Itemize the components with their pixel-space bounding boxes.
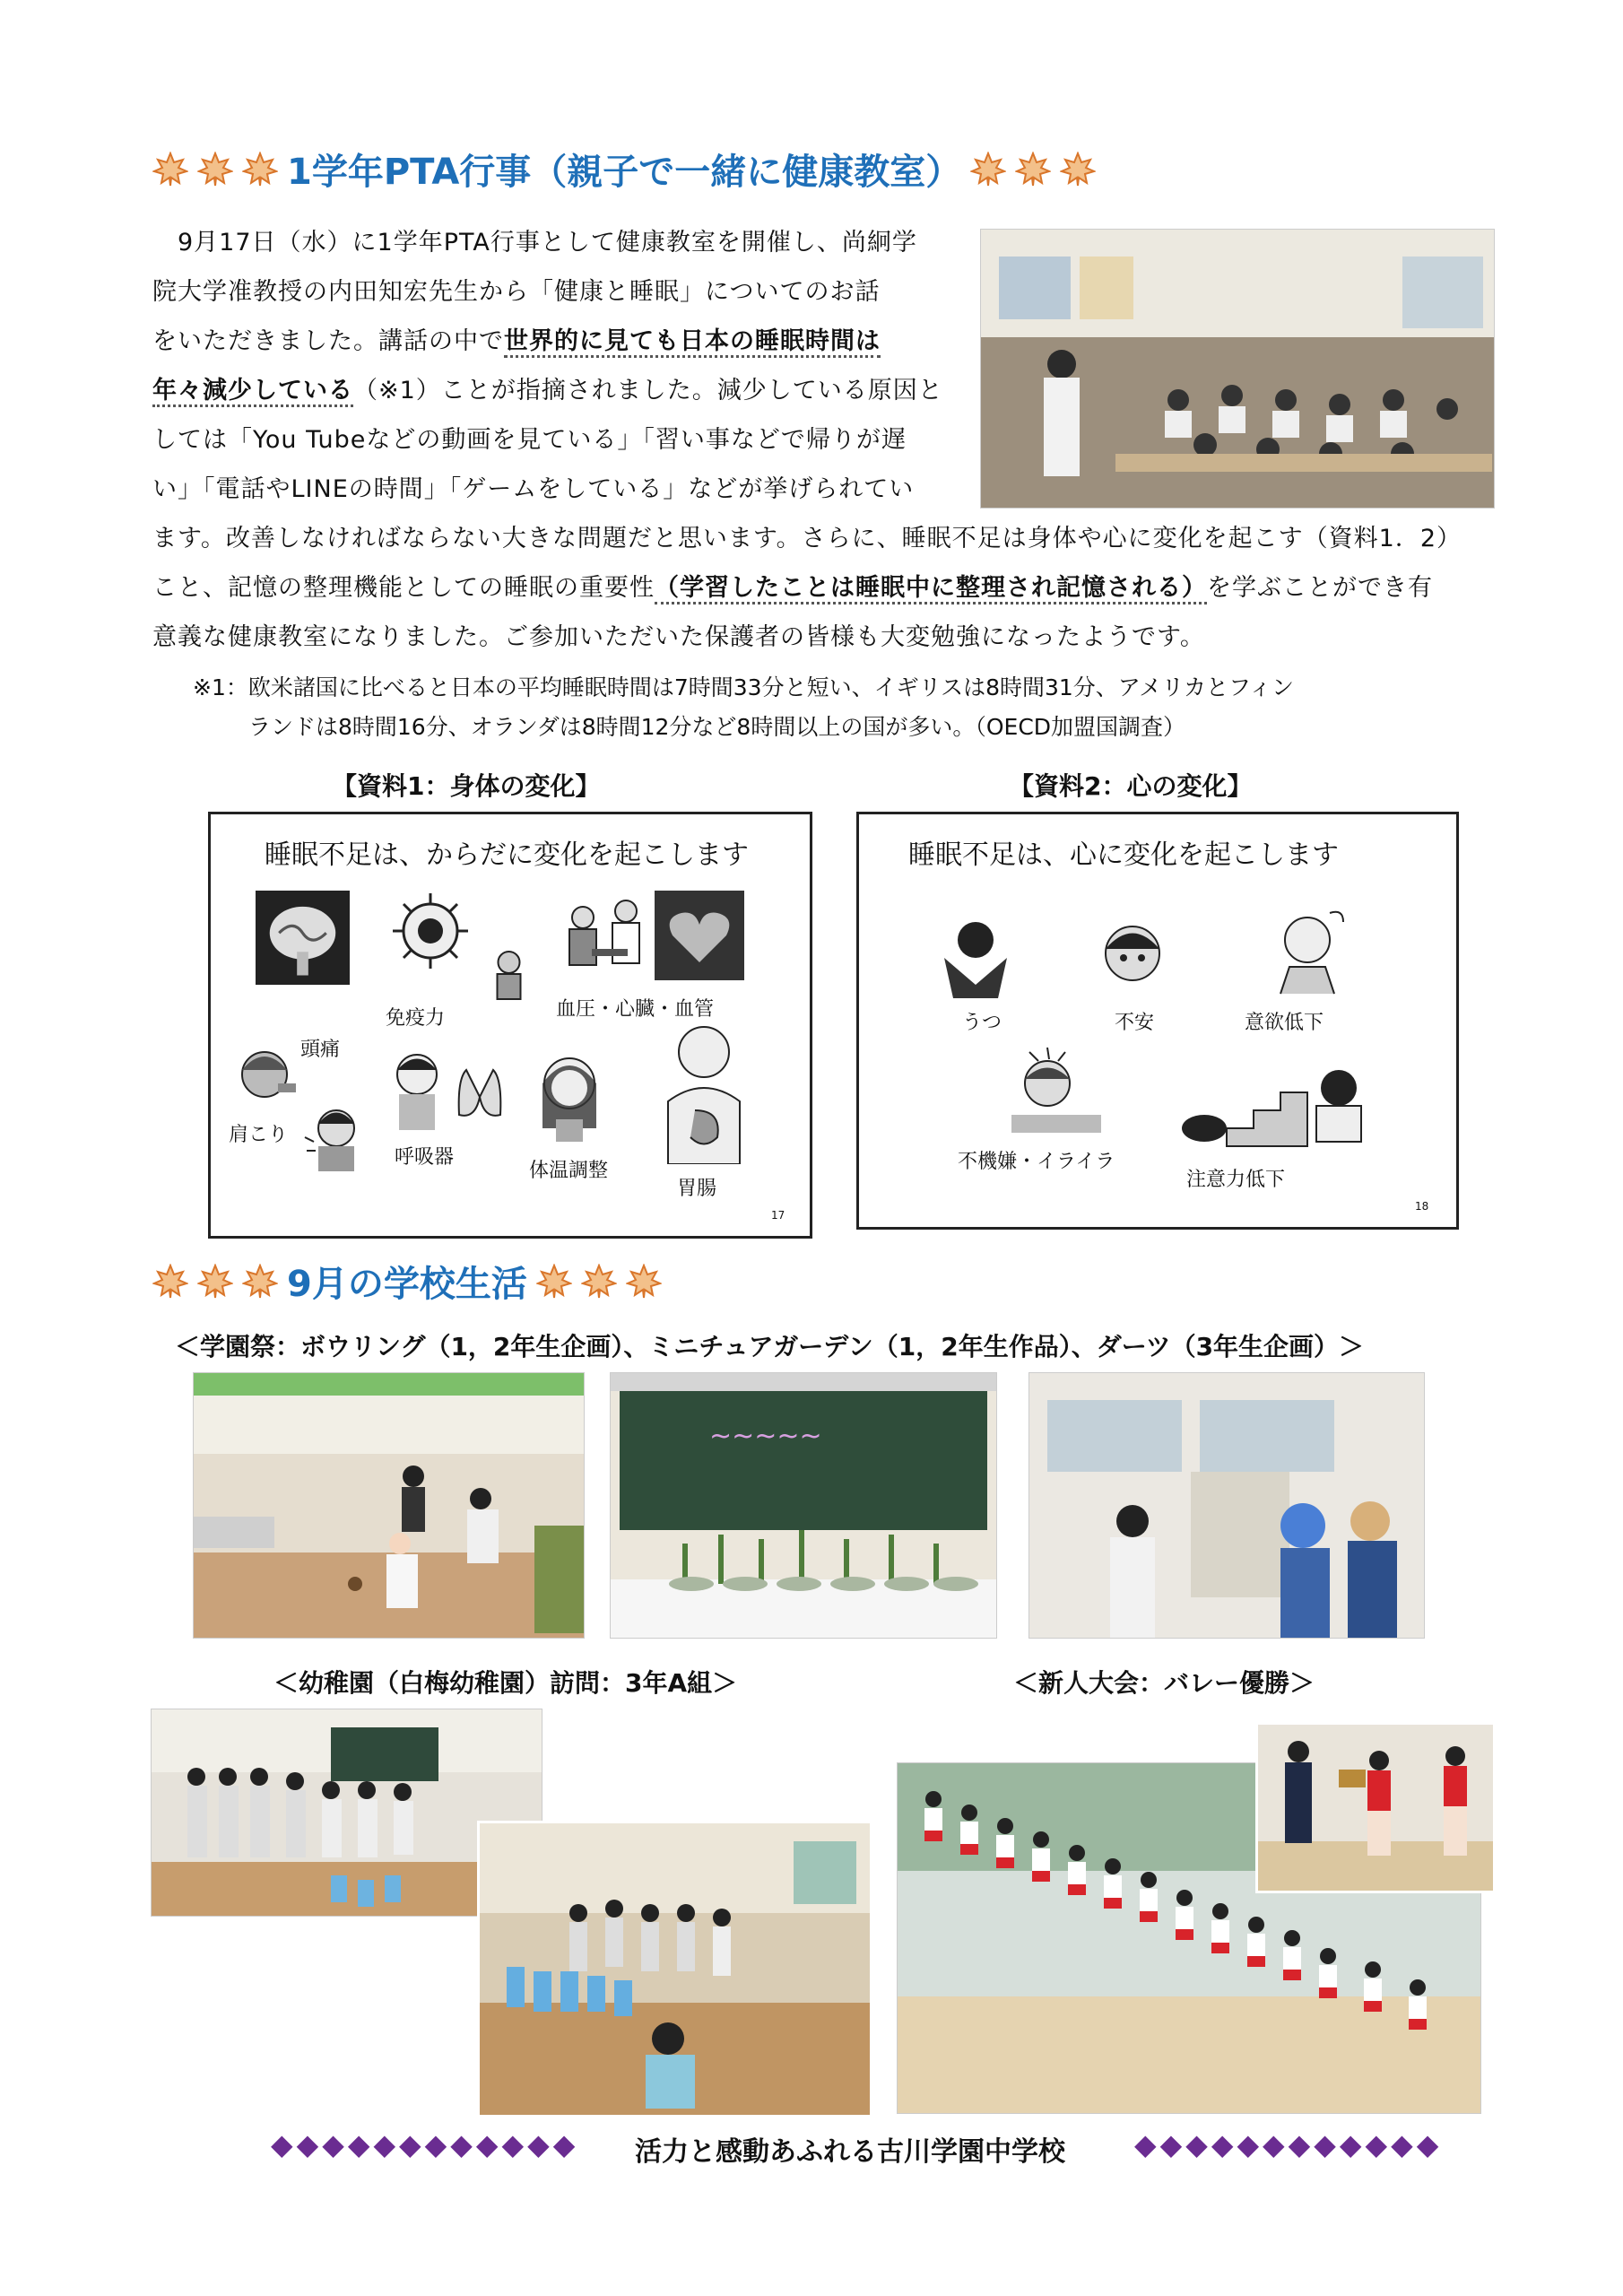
miniature-garden-photo	[610, 1372, 997, 1639]
body-temperature-icon	[525, 1048, 614, 1146]
label-headache: 頭痛	[300, 1039, 341, 1061]
irritation-icon	[994, 1043, 1110, 1142]
text-line: こと、記憶の整理機能としての睡眠の重要性（学習したことは睡眠中に整理され記憶される）を学ぶことができ有	[152, 563, 1497, 613]
festival-caption: ＜学園祭：ボウリング（1，2年生企画）、ミニチュアガーデン（1，2年生作品）、ダーツ（3年生企画）＞	[175, 1332, 1365, 1361]
label-anxiety: 不安	[1115, 1012, 1155, 1034]
maple-leaf-icon	[970, 152, 1006, 187]
label-stiff-shoulder: 肩こり	[229, 1124, 289, 1146]
stiff-shoulder-icon	[296, 1101, 368, 1173]
label-respiratory: 呼吸器	[395, 1146, 455, 1169]
headache-icon	[229, 1043, 305, 1110]
maple-leaf-icon	[197, 1264, 233, 1300]
text-line: 9月17日（水）に1学年PTA行事として健康教室を開催し、尚絅学	[178, 229, 917, 257]
article-paragraph	[152, 218, 964, 514]
section1-heading	[152, 144, 1096, 195]
darts-photo	[1028, 1372, 1425, 1639]
low-motivation-icon	[1258, 904, 1357, 1003]
doc2-caption: 【資料2：心の変化】	[1009, 771, 1253, 801]
section1-title: 1学年PTA行事（親子で一緒に健康教室）	[287, 152, 962, 193]
maple-leaf-icon	[242, 152, 278, 187]
depression-icon	[926, 913, 1025, 1003]
svg-text:~~~~~: ~~~~~	[709, 1421, 822, 1452]
article-paragraph-wide	[152, 514, 1497, 662]
footer-diamonds-right: ◆◆◆◆◆◆◆◆◆◆◆◆	[1134, 2127, 1443, 2161]
classroom-photo	[980, 229, 1495, 509]
text-line: しては「You Tubeなどの動画を見ている」「習い事などで帰りが遅	[152, 426, 907, 454]
heart-icon	[655, 891, 744, 980]
label-body-temperature: 体温調整	[529, 1160, 609, 1182]
maple-leaf-icon	[1060, 152, 1096, 187]
maple-leaf-icon	[1015, 152, 1051, 187]
kindergarten-photo-2	[477, 1821, 872, 2118]
maple-leaf-icon	[152, 152, 188, 187]
text-line: 意義な健康教室になりました。ご参加いただいた保護者の皆様も大変勉強になったようです。	[152, 623, 1205, 651]
immune-virus-icon	[386, 886, 475, 976]
slide-title: 睡眠不足は、からだに変化を起こします	[265, 839, 749, 871]
award-ceremony-photo	[1255, 1722, 1496, 1893]
label-irritation: 不機嫌・イライラ	[958, 1151, 1115, 1173]
highlight-text: 年々減少している	[152, 377, 353, 407]
text-line: 年々減少している（※1）ことが指摘されました。減少している原因と	[152, 366, 964, 415]
kindergarten-caption: ＜幼稚園（白梅幼稚園）訪問：3年A組＞	[273, 1668, 738, 1698]
footer-slogan: 活力と感動あふれる古川学園中学校	[635, 2136, 1065, 2168]
bowling-photo	[193, 1372, 585, 1639]
doc1-caption: 【資料1：身体の変化】	[332, 771, 601, 801]
highlight-text: （学習したことは睡眠中に整理され記憶される）	[655, 574, 1207, 604]
doctor-icon	[556, 895, 655, 985]
volleyball-caption: ＜新人大会：バレー優勝＞	[1013, 1668, 1315, 1698]
slide-page-number: 18	[1415, 1200, 1429, 1213]
slide-body-changes	[208, 812, 812, 1239]
attention-decline-icon	[1173, 1057, 1370, 1155]
section2-title: 9月の学校生活	[287, 1264, 527, 1305]
maple-leaf-icon	[152, 1264, 188, 1300]
highlight-text: 世界的に見ても日本の睡眠時間は	[504, 327, 881, 358]
footer-diamonds-left: ◆◆◆◆◆◆◆◆◆◆◆◆	[271, 2127, 579, 2161]
label-depression: うつ	[962, 1012, 1002, 1034]
label-stomach: 胃腸	[677, 1178, 717, 1200]
maple-leaf-icon	[242, 1264, 278, 1300]
slide-title: 睡眠不足は、心に変化を起こします	[908, 839, 1339, 871]
sick-person-icon	[484, 949, 534, 1003]
note-line: ランドは8時間16分、オランダは8時間12分など8時間以上の国が多い。（OECD加盟国調査）	[248, 714, 1186, 740]
anxiety-icon	[1092, 913, 1173, 998]
text-line: をいただきました。講話の中で世界的に見ても日本の睡眠時間は	[152, 317, 964, 366]
maple-leaf-icon	[197, 152, 233, 187]
label-blood-pressure: 血圧・心臓・血管	[556, 998, 715, 1021]
label-low-motivation: 意欲低下	[1245, 1012, 1324, 1034]
label-immune: 免疫力	[386, 1007, 446, 1030]
text-line: ます。改善しなければならない大きな問題だと思います。さらに、睡眠不足は身体や心に変化を起こす（資料1．2）	[152, 525, 1462, 552]
slide-page-number: 17	[771, 1209, 785, 1222]
section2-heading	[152, 1256, 662, 1307]
stomach-icon	[650, 1021, 758, 1164]
maple-leaf-icon	[626, 1264, 662, 1300]
text-line: い」「電話やLINEの時間」「ゲームをしている」などが挙げられてい	[152, 475, 915, 503]
label-attention-decline: 注意力低下	[1186, 1169, 1286, 1191]
maple-leaf-icon	[536, 1264, 572, 1300]
slide-mind-changes	[856, 812, 1459, 1230]
note-line: ※1：欧米諸国に比べると日本の平均睡眠時間は7時間33分と短い、イギリスは8時間31分、アメリカとフィン	[193, 674, 1295, 700]
footnote	[193, 668, 1493, 747]
text-line: 院大学准教授の内田知宏先生から「健康と睡眠」についてのお話	[152, 278, 881, 306]
maple-leaf-icon	[581, 1264, 617, 1300]
brain-icon	[256, 891, 350, 985]
respiratory-icon	[377, 1043, 520, 1133]
